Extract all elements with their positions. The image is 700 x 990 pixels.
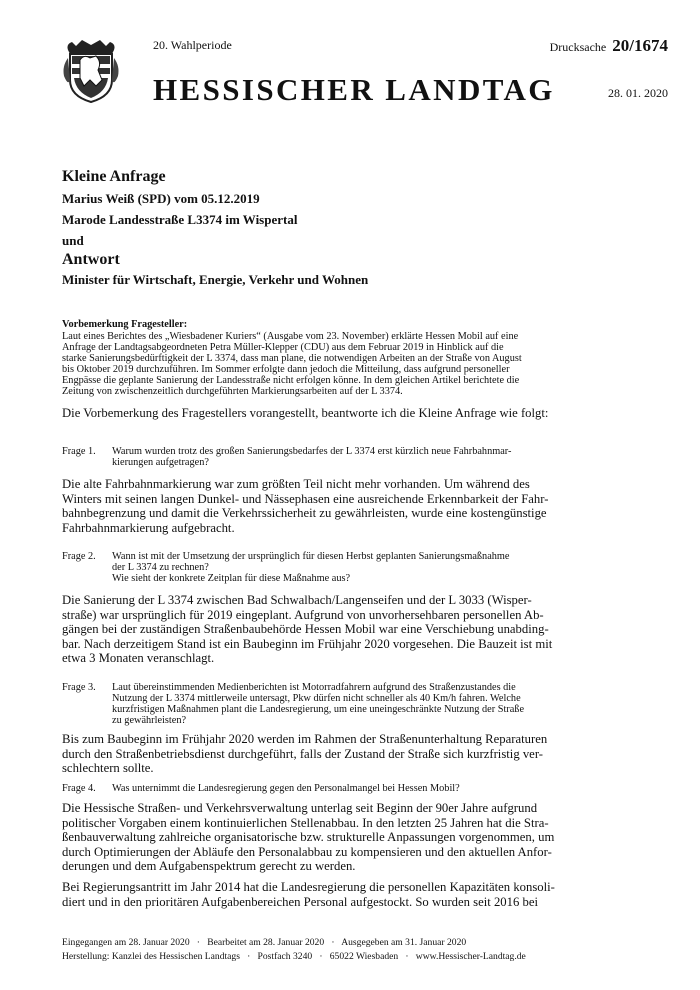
answer-line: Die Hessische Straßen- und Verkehrsverwaltung unterlag seit Beginn der 90er Jahre aufgrund: [62, 801, 538, 815]
vorbemerkung-text: [62, 331, 650, 397]
answer-line: diert und in den prioritären Aufgabenbereichen Personal aufgestockt. So wurden seit 2016 bei: [62, 894, 538, 909]
answer-line: gängen bei der zuständigen Straßenbaubehörde Hessen Mobil war eine Verschiebung unabding-: [62, 622, 549, 636]
question-line: Wie sieht der konkrete Zeitplan für diese Maßnahme aus?: [112, 573, 351, 584]
answer-line: durch Optimierungen der Abläufe den Personalabbau zu kompensieren und den aktuellen Anfor-: [62, 844, 552, 859]
question-line: zu gewährleisten?: [112, 715, 187, 726]
answer-line: derungen und dem Aufgabenspektrum gerecht zu werden.: [62, 859, 356, 873]
answer-line: bar. Nach derzeitigem Stand ist ein Baubeginn im Frühjahr 2020 vorgesehen. Die Bauzeit ist mit: [62, 636, 553, 651]
author-line: Marius Weiß (SPD) vom 05.12.2019: [62, 191, 260, 206]
answer-4: [62, 801, 650, 874]
footer-publisher: Herstellung: Kanzlei des Hessischen Landtags · Postfach 3240 · 65022 Wiesbaden · www.Hessischer-Landtag.de: [62, 951, 526, 962]
question-line: Nutzung der L 3374 mittlerweile untersagt, Pkw dürfen nicht schneller als 40 Km/h fahren. Welche: [112, 693, 521, 704]
question-line: Warum wurden trotz des großen Sanierungsbedarfes der L 3374 erst kürzlich neue Fahrbahnmar-: [112, 446, 512, 457]
answer-3: [62, 732, 650, 776]
answer-line: politischer Vorgaben einem kontinuierlichen Stellenabbau. In den letzten 25 Jahren hat die Stra-: [62, 815, 549, 830]
question-line: Wann ist mit der Umsetzung der ursprünglich für diesen Herbst geplanten Sanierungsmaßnahme: [112, 551, 510, 562]
answer-line: Fahrbahnmarkierung aufgebracht.: [62, 520, 235, 535]
question-3: [62, 682, 652, 728]
parliament-title: HESSISCHER LANDTAG: [153, 72, 555, 107]
title-block: [62, 168, 662, 288]
antwort-heading: Antwort: [62, 251, 120, 268]
intro-sentence: Die Vorbemerkung des Fragestellers vorangestellt, beantworte ich die Kleine Anfrage wie folgt:: [62, 406, 549, 420]
druck-number: 20/1674: [612, 36, 668, 55]
hessen-coat-of-arms-icon: [62, 36, 120, 104]
question-line: Was unternimmt die Landesregierung gegen den Personalmangel bei Hessen Mobil?: [112, 783, 460, 794]
vorbemerkung-line: Engpässe die geplante Sanierung der Landesstraße nicht erfolgen könne. In dem gleichen Artikel berichtete die: [62, 375, 520, 386]
question-line: kurzfristigen Maßnahmen plant die Landesregierung, um eine uneingeschränkte Nutzung der Straße: [112, 704, 525, 715]
answer-line: schlechtern sollte.: [62, 761, 154, 775]
vorbemerkung-line: Laut eines Berichtes des „Wiesbadener Kuriers“ (Ausgabe vom 23. November) erklärte Hessen Mobil auf eine: [62, 331, 519, 342]
answer-line: Bei Regierungsantritt im Jahr 2014 hat die Landesregierung die personellen Kapazitäten konsoli-: [62, 880, 555, 894]
answer-line: bahnbegrenzung und damit die Verkehrssicherheit zu gewährleisten, wurde eine kostengünstige: [62, 506, 547, 520]
question-2: [62, 551, 652, 587]
vorbemerkung-line: starke Sanierungsbedürftigkeit der L 3374, dass man plane, die notwendigen Arbeiten an der Straße von August: [62, 353, 522, 364]
answer-line: durch den Straßenbetriebsdienst durchgeführt, falls der Zustand der Straße sich kurzfristig ver-: [62, 746, 544, 761]
answer-2: [62, 593, 650, 666]
answer-line: Die Sanierung der L 3374 zwischen Bad Schwalbach/Langenseifen und der L 3033 (Wisper-: [62, 593, 532, 607]
subject-line: Marode Landesstraße L3374 im Wispertal: [62, 212, 298, 227]
und-line: und: [62, 233, 84, 248]
vorbemerkung-line: Zeitung von zwischenzeitlich durchgeführten Markierungsarbeiten auf der L 3374.: [62, 386, 403, 397]
question-line: der L 3374 zu rechnen?: [112, 562, 209, 573]
answer-line: Die alte Fahrbahnmarkierung war zum größten Teil nicht mehr vorhanden. Um während des: [62, 477, 530, 491]
printed-matter-number: [550, 36, 668, 56]
question-line: kierungen aufgetragen?: [112, 457, 209, 468]
question-number: Frage 4.: [62, 783, 96, 794]
document-date: 28. 01. 2020: [608, 86, 668, 100]
druck-label: Drucksache: [549, 40, 607, 54]
answer-line: Winters mit seinen langen Dunkel- und Nässephasen eine ausreichende Erkennbarkeit der Fahr-: [62, 491, 549, 506]
question-number: Frage 1.: [62, 446, 96, 457]
vorbemerkung-line: Anfrage der Landtagsabgeordneten Petra Müller-Klepper (CDU) aus dem Februar 2019 in Hinblick auf die: [62, 342, 504, 353]
question-4: [62, 783, 652, 795]
vorbemerkung-heading: Vorbemerkung Fragesteller:: [62, 319, 188, 330]
question-number: Frage 2.: [62, 551, 96, 562]
answer-line: etwa 3 Monaten veranschlagt.: [62, 651, 215, 665]
question-1: [62, 446, 652, 470]
answer-1: [62, 477, 650, 535]
electoral-period: 20. Wahlperiode: [153, 38, 232, 52]
question-line: Laut übereinstimmenden Medienberichten ist Motorradfahrern aufgrund des Straßenzustandes die: [112, 682, 516, 693]
vorbemerkung-line: bis Oktober 2019 durchzuführen. Im Sommer erfolgte dann jedoch die Mitteilung, dass aufgrund personeller: [62, 364, 510, 375]
question-number: Frage 3.: [62, 682, 96, 693]
answer-4-continued: [62, 880, 650, 909]
kleine-anfrage-heading: Kleine Anfrage: [62, 168, 166, 185]
footer-dates: Eingegangen am 28. Januar 2020 · Bearbeitet am 28. Januar 2020 · Ausgegeben am 31. Januar 2020: [62, 937, 467, 948]
minister-line: Minister für Wirtschaft, Energie, Verkehr und Wohnen: [62, 272, 369, 287]
answer-line: Bis zum Baubeginn im Frühjahr 2020 werden im Rahmen der Straßenunterhaltung Reparaturen: [62, 732, 548, 746]
answer-line: straße) war ursprünglich für 2019 eingeplant. Aufgrund von unvorhersehbaren personellen Ab-: [62, 607, 544, 622]
answer-line: ßenbauverwaltung zahlreiche organisatorische bzw. strukturelle Anpassungen vorgenommen, um: [62, 830, 555, 844]
